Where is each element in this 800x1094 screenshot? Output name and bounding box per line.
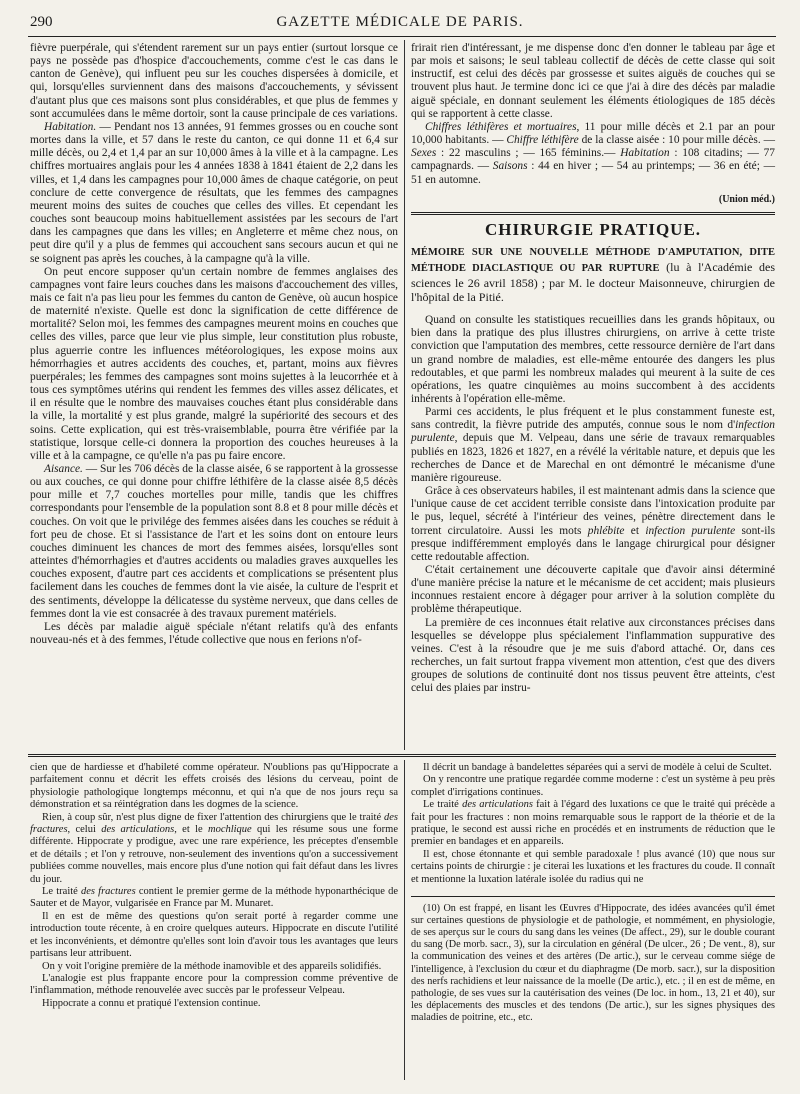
paragraph: Les décès par maladie aiguë spéciale n'étant relatifs qu'à des enfants nouveau-nés et à des femmes, l'étude collective que nous en ferions n'of- <box>30 620 398 647</box>
paragraph: Il en est de même des questions qu'on serait porté à regarder comme une introduction toute récente, à en croire quelques auteurs. Hippocrate en discute l'utilité et les inconvénients, et démontre qu'elles sont loin d'avoir tous les avantages que leurs partisans leur attribuent. <box>30 910 398 960</box>
paragraph: L'analogie est plus frappante encore pour la compression comme préventive de l'inflammation, méthode renouvelée avec succès par le professeur Velpeau. <box>30 972 398 997</box>
run-in-heading: Habitation. <box>44 120 97 133</box>
paragraph: Rien, à coup sûr, n'est plus digne de fixer l'attention des chirurgiens que le traité des fractures, celui des articulations, et le mochlique qui les résume sous une forme différente. Hippocrate y prodigue, avec une rare expérience, les préceptes d'ensemble et de détails ; et l'on y retrouve, non-seulement des inventions qu'on a successivement publiées comme nouvelles, mais encore plus d'une notion qui fait défaut dans les livres du jour. <box>30 811 399 885</box>
paragraph: C'était certainement une découverte capitale que d'avoir ainsi déterminé d'une manière précise la nature et le mécanisme de cet accident; mais plusieurs inconnues restaient encore à dégager pour arriver à la solution complète du problème thérapeutique. <box>411 564 775 616</box>
lower-right-column <box>411 762 775 1024</box>
paragraph: On y voit l'origine première de la méthode inamovible et des appareils solidifiés. <box>42 960 382 972</box>
page-number: 290 <box>30 14 53 30</box>
journal-title: GAZETTE MÉDICALE DE PARIS. <box>276 14 524 30</box>
paragraph: Aisance. — Sur les 706 décès de la classe aisée, 6 se rapportent à la grossesse ou aux couches, ce qui donne pour chiffre léthifère de la classe aisée 8,5 décès pour mille et 7,7 couches mortelles pour mille, tandis que les chiffres correspondants pour l'ensemble de la population sont 8.8 et 8 pour mille décès et couches. On voit que le privilége des femmes aisées dans les couches se réduit à fort peu de chose. Et si l'assistance de l'art et les soins dont on entoure leurs couches diminuent les chances de mort des femmes aisées, lorsqu'elles sont atteintes d'hémorrhagies et d'autres accidents ou maladies graves auxquelles les couches exposent, d'autre part ces accidents et complications se présentent plus facilement dans les couches de femmes dont la vie aisée, la culture de l'esprit et des sentiments, développe la délicatesse du système nerveux, que dans celles de femmes dont la vie est consacrée à des travaux purement matériels. <box>30 463 398 620</box>
paragraph: Habitation. — Pendant nos 13 années, 91 femmes grosses ou en couche sont mortes dans la ville, et 57 dans le reste du canton, ce qui donne 11 et 6,4 sur mille décès, ou 2,4 et 1,4 par an sur 10,000 âmes à la ville et à la campagne. Les chiffres mortuaires anglais pour les 4 années 1838 à 1841 étaient de 2,2 dans les villes, et 1,4 dans les campagnes pour 10,000 âmes de chaque catégorie, on peut conclure de cette convergence de résultats, que les femmes des campagnes meurent moins des suites de couches que celles des villes. Et cependant les couches sont beaucoup moins habituellement assistées par les secours de l'art dans les campagnes que dans les villes; en Angleterre et même chez nous, on peut dire qu'il y a plus de femmes qui accouchent sans secours aucun et qui ne se soignent pas après les couches, à la campagne qu'à la ville. <box>30 120 398 265</box>
paragraph: On y rencontre une pratique regardée comme moderne : c'est un système à peu près complet d'irrigations continues. <box>411 774 775 798</box>
paragraph: Il décrit un bandage à bandelettes séparées qui a servi de modèle à celui de Scultet. <box>423 762 772 773</box>
footnote-rule <box>411 896 775 897</box>
paragraph: Il est, chose étonnante et qui semble paradoxale ! plus avancé (10) que nous sur certains points de chirurgie : je citerai les luxations et les fractures du coude. Il connaît et mentionne la luxation latérale isolée du radius qui ne <box>411 848 775 885</box>
lower-left-column <box>30 762 398 1010</box>
column-divider <box>404 40 405 750</box>
footnote-text: (10) On est frappé, en lisant les Œuvres d'Hippocrate, des idées avancées qu'il émet sur certaines questions de physiologie et de pathologie, et nommément, en physiologie, de ses aperçus sur le cours du sang dans les veines (De affect., 29), sur le double courant du sang (De morb. sacr., 3), sur la circulation en général (De ulcer., 26 ; De vent., 8), sur la communication des veines et des artères (De artic.), sur le cerveau comme siége de l'intelligence, à l'exclusion du cœur et du diaphragme (De morb. sacr.), sur la disposition des nerfs rachidiens et leur naissance de la moelle (De artic.), etc. ; il en est de même, en pathologie, de ses vues sur la cautérisation des veines (De loc. in hom., 13, 21 et 40), sur les déplacements des muscles et des tendons (De artic.), sur les signes physiques des maladies de poitrine, etc., etc. <box>411 903 775 1023</box>
paragraph: cien que de hardiesse et d'habileté comme opérateur. N'oublions pas qu'Hippocrate a parfaitement connu et décrit les effets croisés des lésions du cerveau, point de physiologie pathologique longtemps méconnu, et qui n'a que de nos jours reçu sa démonstration et sa réintégration dans les dogmes de la science. <box>30 762 398 811</box>
paragraph: Parmi ces accidents, le plus fréquent et le plus constamment funeste est, sans contredit, la fièvre putride des amputés, connue sous le nom d'infection purulente, depuis que M. Velpeau, dans une série de travaux remarquables publiés en 1823, 1826 et 1827, en a révélé la véritable nature, et depuis que les recherches de Dance et de Marechal en ont démontré le mécanisme d'une manière rigoureuse. <box>411 406 775 484</box>
source-attribution: (Union méd.) <box>718 193 775 205</box>
paragraph: Quand on consulte les statistiques recueillies dans les grands hôpitaux, ou bien dans la pratique des plus illustres chirurgiens, on arrive à cette triste conviction que l'amputation des membres, cette ressource dernière de l'art dans un grand nombre de maladies, est elle-même entourée des dangers les plus redoutables, et que parmi les nombreux malades qui meurent à la suite de ces opérations, les quatre cinquièmes au moins succombent à des accidents inhérents à l'opération elle-même. <box>411 314 775 405</box>
upper-right-column <box>411 42 775 696</box>
paragraph: frirait rien d'intéressant, je me dispense donc d'en donner le tableau par âge et par mois et saisons; le seul tableau collectif de décès de cette classe qui soit instructif, est celui des décès par grossesse et suites aiguës de couches qui se trouvent plus haut. Je termine donc ici ce que j'ai à dire des décès par maladie aiguë spéciale, en donnant seulement les éléments étiologiques de 185 décès qui se rapportent à cette classe. <box>411 42 775 120</box>
paragraph: Chiffres léthifères et mortuaires, 11 pour mille décès et 2.1 par an pour 10,000 habitants. — Chiffre léthifère de la classe aisée : 10 pour mille décès. — Sexes : 22 masculins ; — 165 féminins.— Habitation : 108 citadins; — 77 campagnards. — Saisons : 44 en hiver ; — 54 au printemps; — 36 en été; — 51 en automne. <box>411 120 775 186</box>
paragraph: Hippocrate a connu et pratiqué l'extension continue. <box>42 997 261 1009</box>
paragraph: Grâce à ces observateurs habiles, il est maintenant admis dans la science que l'unique cause de cet accident terrible consiste dans l'intoxication produite par le pus, lequel, sécrété à l'intérieur des veines, pénètre directement dans le torrent circulatoire. Aussi les mots phlébite et infection purulente sont-ils presque indifféremment employés dans le langage chirurgical pour désigner cette redoutable affection. <box>411 485 775 563</box>
feuilleton-rule <box>28 754 776 757</box>
section-rule <box>411 212 775 215</box>
section-title: CHIRURGIE PRATIQUE. <box>484 219 702 239</box>
paragraph: fièvre puerpérale, qui s'étendent rarement sur un pays entier (surtout lorsque ce pays ne possède pas d'hospice d'accouchements, comme c'est le cas dans le canton de Genève), qui influent peu sur les couches dispersées à domicile, et qui, lorsqu'elles surviennent dans des maisons d'accouchements, y sévissent d'autant plus que ces maisons sont plus considérables, et que plus de femmes y sont accumulées dans le même dortoir, sont la cause principale de ces variations. <box>30 42 398 120</box>
run-in-heading: Aisance. <box>44 463 83 475</box>
paragraph: Le traité des articulations fait à l'égard des luxations ce que le traité qui précède a fait pour les fractures : non moins remarquable sous le rapport de la théorie et de la pratique, le second est aussi riche en procédés et en instruments de réduction que le premier en bandages et en appareils. <box>411 799 775 848</box>
upper-left-column <box>30 42 398 647</box>
footnote <box>411 903 775 1024</box>
paragraph: Le traité des fractures contient le premier germe de la méthode hyponarthécique de Sauter et de Mayor, vulgarisée en France par M. Munaret. <box>30 886 398 910</box>
paragraph: La première de ces inconnues était relative aux circonstances précises dans lesquelles se développe plus spécialement l'inflammation suppurative des veines. C'est à la résoudre que je me suis d'abord attaché. Or, dans ces recherches, un fait surtout frappa vivement mon attention, c'est que des divers groupes de solutions de continuité dont nos tissus peuvent être atteints, c'est celui des plaies par instru- <box>411 616 775 695</box>
header-rule <box>28 36 776 37</box>
column-divider <box>404 760 405 1080</box>
memoir-heading: MÉMOIRE SUR UNE NOUVELLE MÉTHODE D'AMPUTATION, DITE MÉTHODE DIACLASTIQUE OU PAR RUPTURE (lu à l'Académie des sciences le 26 avril 1858) ; par M. le docteur Maisonneuve, chirurgien de l'hôpital de la Pitié. <box>411 247 775 305</box>
paragraph: On peut encore supposer qu'un certain nombre de femmes anglaises des campagnes vont faire leurs couches dans les maisons d'accouchement des villes, mais ce fait n'a pas lieu pour les femmes du canton de Genève, où aucun hospice de maternité n'existe. Quelle est donc la signification de cette différence de mortalité? Selon moi, les femmes des campagnes meurent moins en couches que celles des villes, parce que leur vie plus simple, leur constitution plus robuste, plus aguerrie contre les influences météorologiques, les expose moins aux hémorrhagies et autres accidents des couches, et, partant, moins aux fièvres puerpérales; les femmes des campagnes sont moins sujettes à la leucorrhée et à tous ces symptômes utérins qui rendent les femmes des villes assez délicates, et il en résulte que le nombre des mauvaises couches étant plus considérable dans la ville, la mortalité y est plus grande, malgré la supériorité des secours et des soins. Cette explication, qui est très-vraisemblable, pourra être vérifiée par la statistique, lorsque celle-ci donnera la proportion des couches heureuses à la ville et à la campagne, ce qu'elle n'a pas pu faire encore. <box>30 265 398 462</box>
